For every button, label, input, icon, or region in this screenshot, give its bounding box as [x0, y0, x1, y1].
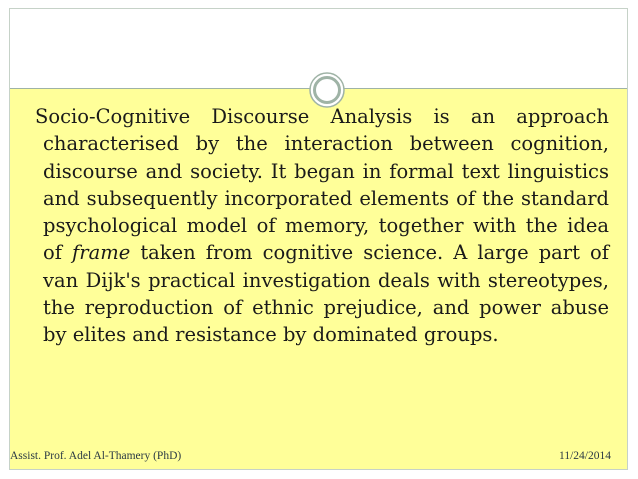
slide-frame [9, 8, 628, 470]
body-paragraph [35, 103, 609, 349]
body-text-part-1: Socio-Cognitive Discourse Analysis is an approach characterised by the interaction between cognition, discourse and society. It began in formal text linguistics and subsequently incorporated elements of the standard psychological model of memory, together with the idea of [35, 105, 609, 265]
footer-author: Assist. Prof. Adel Al-Thamery (PhD) [10, 450, 182, 462]
body-text-emphasis: frame [72, 241, 131, 265]
footer-date: 11/24/2014 [559, 450, 611, 462]
body-text-part-2: taken from cognitive science. A large part of van Dijk's practical investigation deals with stereotypes, the reproduction of ethnic prejudice, and power abuse by elites and resistance by dominated groups. [43, 241, 610, 347]
